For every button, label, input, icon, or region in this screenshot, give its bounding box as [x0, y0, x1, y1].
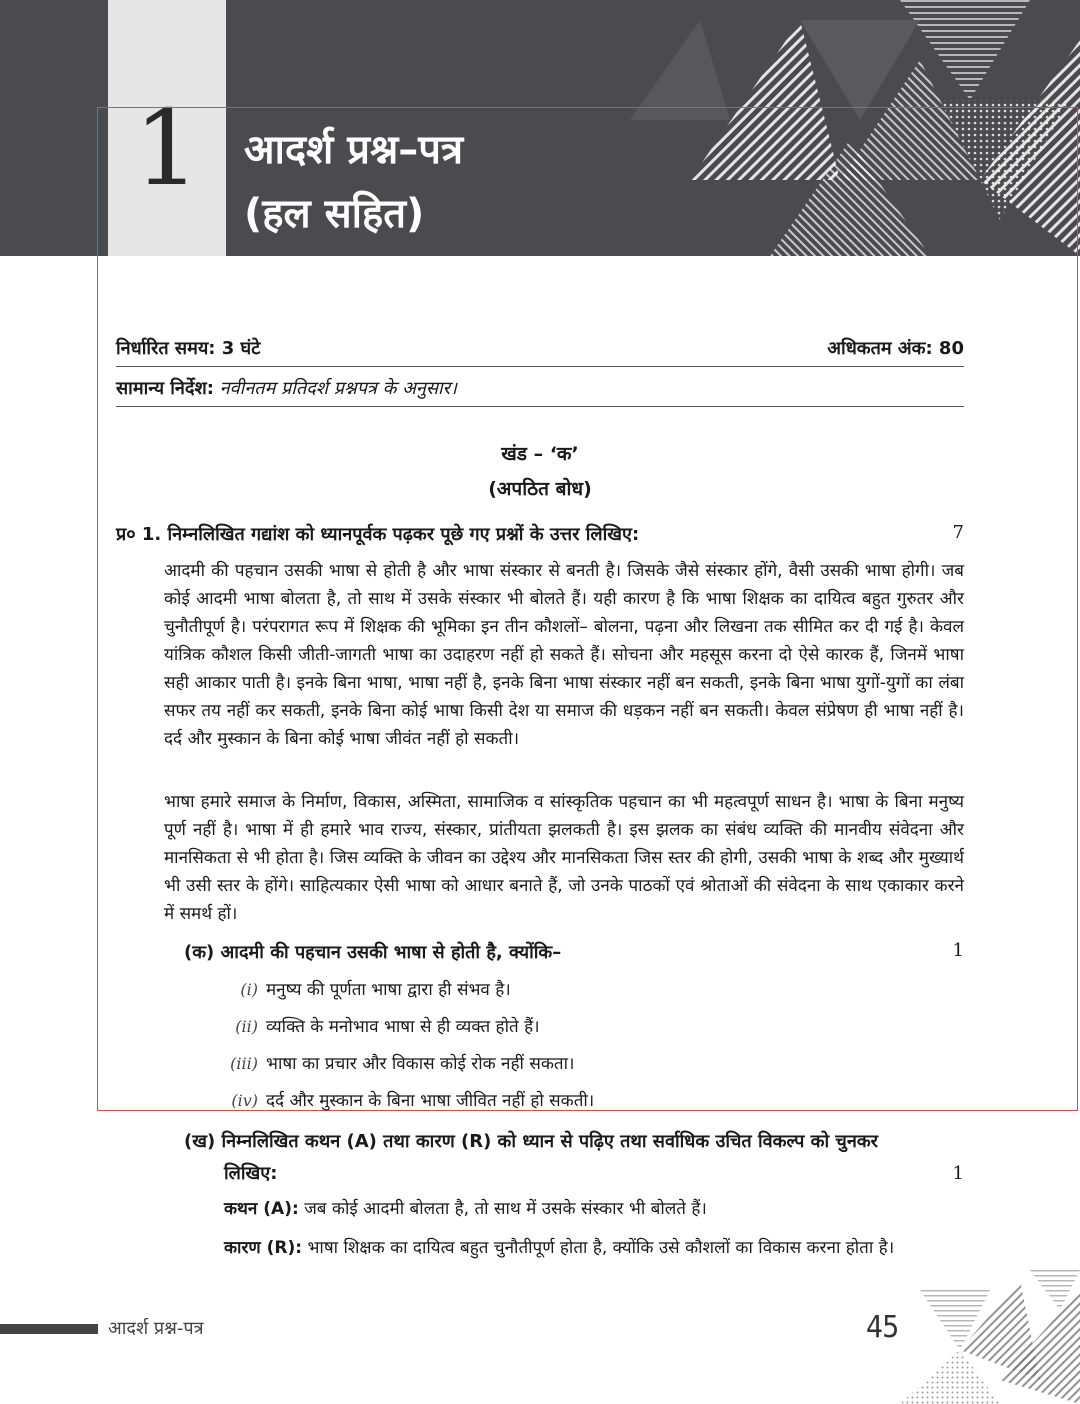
- sub-question-b-second-line: [184, 1158, 964, 1190]
- passage-paragraph-1: आदमी की पहचान उसकी भाषा से होती है और भाषा संस्कार से बनती है। जिसके जैसे संस्कार होंगे, वैसी उसकी भाषा होगी। जब कोई आदमी भाषा बोलता है, तो साथ में उसके संस्कार भी बोलते हैं। यही कारण है कि भाषा शिक्षक का दायित्व बहुत गुरुतर और चुनौतीपूर्ण है। परंपरागत रूप में शिक्षक की भूमिका इन तीन कौशलों– बोलना, पढ़ना और लिखना तक सीमित कर दी गई है। केवल यांत्रिक कौशल किसी जीती-जागती भाषा का उदाहरण नहीं हो सकते हैं। सोचना और महसूस करना दो ऐसे कारक हैं, जिनमें भाषा सही आकार पाती है। इनके बिना भाषा, भाषा नहीं है, इनके बिना भाषा संस्कार नहीं बन सकती, इनके बिना भाषा युगों-युगों का लंबा सफर तय नहीं कर सकती, इनके बिना कोई भाषा किसी देश या समाज की धड़कन नहीं बन सकती। केवल संप्रेषण ही भाषा नहीं है। दर्द और मुस्कान के बिना कोई भाषा जीवंत नहीं हो सकती।: [164, 561, 964, 749]
- option-number: (iv): [231, 1091, 258, 1110]
- general-instructions: [116, 376, 964, 407]
- footer-label: आदर्श प्रश्न-पत्र: [108, 1318, 204, 1339]
- page-number: 45: [866, 1310, 899, 1345]
- assertion-text: जब कोई आदमी बोलता है, तो साथ में उसके संस्कार भी बोलते हैं।: [304, 1199, 707, 1219]
- option-number: (iii): [230, 1054, 258, 1073]
- reason-text: भाषा शिक्षक का दायित्व बहुत चुनौतीपूर्ण होता है, क्योंकि उसे कौशलों का विकास करना होता है।: [307, 1238, 895, 1258]
- sub-question-b-label-line1: (ख) निम्नलिखित कथन (A) तथा कारण (R) को ध्यान से पढ़िए तथा सर्वाधिक उचित विकल्प को चुनकर: [184, 1131, 879, 1152]
- footer-bar: [0, 1324, 98, 1334]
- section-subtitle: (अपठित बोध): [488, 478, 592, 500]
- option-number: (i): [240, 980, 258, 999]
- instructions-label: सामान्य निर्देश:: [116, 378, 214, 399]
- instructions-text: नवीनतम प्रतिदर्श प्रश्नपत्र के अनुसार।: [219, 378, 457, 399]
- decorative-triangles-icon: [600, 0, 1080, 256]
- option-text: दर्द और मुस्कान के बिना भाषा जीवित नहीं हो सकती।: [266, 1091, 595, 1111]
- decorative-triangles-icon: [900, 1270, 1080, 1404]
- sub-question-b-label-line2: लिखिए:: [224, 1163, 278, 1184]
- sub-question-b-marks: 1: [952, 1163, 964, 1184]
- option-text: मनुष्य की पूर्णता भाषा द्वारा ही संभव है।: [266, 980, 511, 1000]
- option-text: भाषा का प्रचार और विकास कोई रोक नहीं सकता।: [266, 1054, 575, 1074]
- question-1-heading: [116, 522, 964, 546]
- assertion-statement: [224, 1196, 964, 1219]
- page-title-line1: आदर्श प्रश्न–पत्र: [244, 127, 464, 173]
- page-title-line2: (हल सहित): [244, 191, 425, 237]
- question-1-label: प्र० 1. निम्नलिखित गद्यांश को ध्यानपूर्वक पढ़कर पूछे गए प्रश्नों के उत्तर लिखिए:: [116, 524, 640, 545]
- exam-meta-row: [116, 336, 964, 367]
- chapter-number: 1: [133, 87, 201, 209]
- sub-question-b: [184, 1126, 964, 1190]
- reason-statement: [224, 1235, 964, 1258]
- option-iv[interactable]: [218, 1088, 594, 1111]
- sub-question-a: [184, 940, 964, 964]
- sub-question-a-label: (क) आदमी की पहचान उसकी भाषा से होती है, क्योंकि–: [184, 942, 562, 963]
- section-title: खंड – ‘क’: [501, 443, 579, 465]
- sub-question-a-marks: 1: [952, 940, 964, 961]
- option-text: व्यक्ति के मनोभाव भाषा से ही व्यक्त होते हैं।: [266, 1017, 540, 1037]
- option-i[interactable]: [218, 977, 511, 1000]
- max-marks: अधिकतम अंक: 80: [827, 338, 964, 359]
- option-ii[interactable]: [218, 1014, 540, 1037]
- time-allowed: निर्धारित समय: 3 घंटे: [116, 338, 261, 359]
- reason-label: कारण (R):: [224, 1238, 303, 1258]
- passage-paragraph-2: भाषा हमारे समाज के निर्माण, विकास, अस्मिता, सामाजिक व सांस्कृतिक पहचान का भी महत्वपूर्ण साधन है। भाषा के बिना मनुष्य पूर्ण नहीं है। भाषा में ही हमारे भाव राज्य, संस्कार, प्रांतीयता झलकती है। इस झलक का संबंध व्यक्ति की मानवीय संवेदना और मानसिकता से भी होता है। जिस व्यक्ति के जीवन का उद्देश्य और मानसिकता जिस स्तर की होगी, उसकी भाषा के शब्द और मुख्यार्थ भी उसी स्तर के होंगे। साहित्यकार ऐसी भाषा को आधार बनाते हैं, जो उनके पाठकों एवं श्रोताओं की संवेदना के साथ एकाकार करने में समर्थ हों।: [164, 792, 964, 924]
- option-iii[interactable]: [218, 1051, 574, 1074]
- page-title: [244, 118, 463, 246]
- option-number: (ii): [235, 1017, 258, 1036]
- assertion-label: कथन (A):: [224, 1199, 299, 1219]
- question-1-marks: 7: [952, 522, 964, 543]
